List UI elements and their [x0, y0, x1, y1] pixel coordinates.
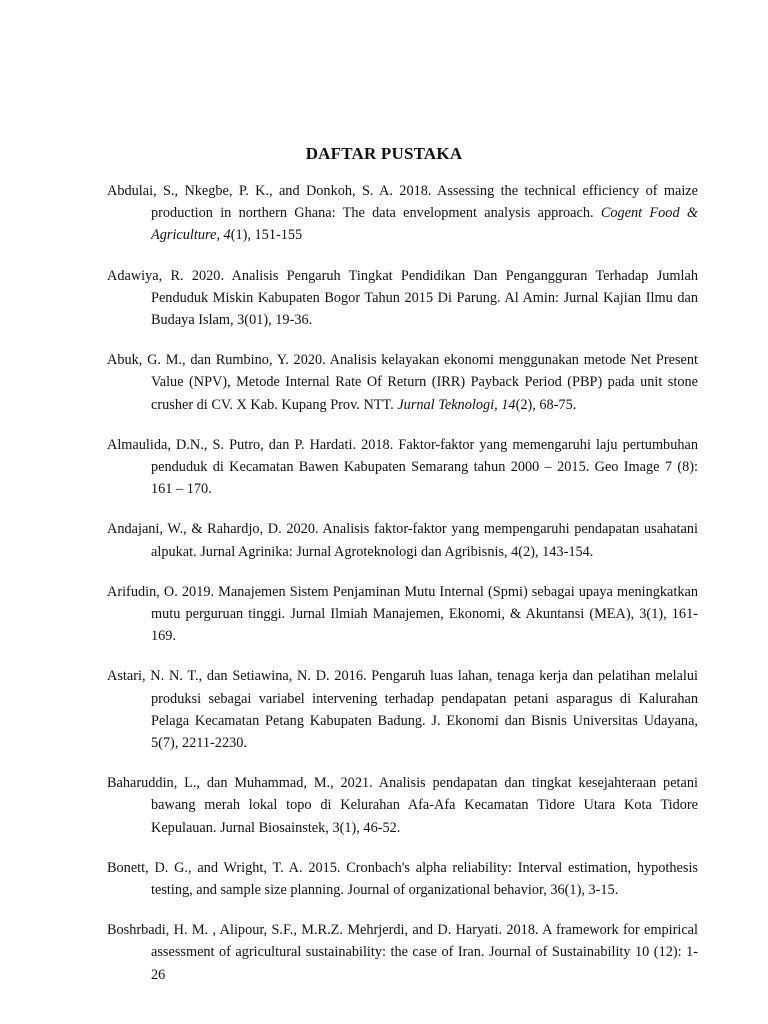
reference-text: , [216, 227, 224, 244]
reference-italic-text: 4 [223, 227, 231, 244]
reference-entry [107, 665, 698, 754]
reference-text: Boshrbadi, H. M. , Alipour, S.F., M.R.Z. Mehrjerdi, and D. Haryati. 2018. A framework for empirical assessment of agricultural sustainability: the case of Iran. Journal of Sustainability 10 (12): 1-26 [107, 922, 698, 983]
page-title: DAFTAR PUSTAKA [305, 144, 463, 163]
reference-entry [107, 919, 698, 986]
reference-entry [107, 265, 698, 332]
reference-italic-text: Cogent Food & Agriculture [151, 205, 698, 244]
reference-italic-text: Jurnal Teknologi [397, 396, 495, 413]
reference-entry [107, 180, 698, 247]
reference-list [107, 180, 698, 986]
reference-italic-text: 14 [501, 396, 516, 413]
reference-text: Adawiya, R. 2020. Analisis Pengaruh Tingkat Pendidikan Dan Pengangguran Terhadap Jumlah Penduduk Miskin Kabupaten Bogor Tahun 2015 Di Parung. Al Amin: Jurnal Kajian Ilmu dan Budaya Islam, 3(01), 19-36. [107, 267, 698, 329]
reference-text: Baharuddin, L., dan Muhammad, M., 2021. Analisis pendapatan dan tingkat kesejahteraan petani bawang merah lokal topo di Kelurahan Afa-Afa Kecamatan Tidore Utara Kota Tidore Kepulauan. Jurnal Biosainstek, 3(1), 46-52. [107, 775, 698, 836]
reference-text: Bonett, D. G., and Wright, T. A. 2015. Cronbach's alpha reliability: Interval estimation, hypothesis testing, and sample size planning. Journal of organizational behavior, 36(1), 3-15. [107, 859, 698, 899]
reference-entry [107, 857, 698, 901]
reference-text: Abdulai, S., Nkegbe, P. K., and Donkoh, S. A. 2018. Assessing the technical efficiency of maize production in northern Ghana: The data envelopment analysis approach. [107, 183, 698, 222]
reference-entry [107, 434, 698, 501]
reference-entry [107, 518, 698, 562]
reference-text: Astari, N. N. T., dan Setiawina, N. D. 2016. Pengaruh luas lahan, tenaga kerja dan pelatihan melalui produksi sebagai variabel intervening terhadap pendapatan petani asparagus di Kalurahan Pelaga Kecamatan Petang Kabupaten Badung. J. Ekonomi dan Bisnis Universitas Udayana, 5(7), 2211-2230. [107, 668, 698, 752]
reference-text: Andajani, W., & Rahardjo, D. 2020. Analisis faktor-faktor yang mempengaruhi pendapatan usahatani alpukat. Jurnal Agrinika: Jurnal Agroteknologi dan Agribisnis, 4(2), 143-154. [107, 521, 698, 560]
reference-text: , [494, 396, 502, 413]
reference-entry [107, 349, 698, 416]
reference-entry [107, 581, 698, 648]
reference-text: (1), 151-155 [230, 227, 303, 244]
reference-text: Almaulida, D.N., S. Putro, dan P. Hardati. 2018. Faktor-faktor yang memengaruhi laju pertumbuhan penduduk di Kecamatan Bawen Kabupaten Semarang tahun 2000 – 2015. Geo Image 7 (8): 161 – 170. [107, 436, 698, 498]
reference-entry [107, 772, 698, 839]
reference-text: (2), 68-75. [515, 396, 577, 413]
reference-text: Arifudin, O. 2019. Manajemen Sistem Penjaminan Mutu Internal (Spmi) sebagai upaya meningkatkan mutu perguruan tinggi. Jurnal Ilmiah Manajemen, Ekonomi, & Akuntansi (MEA), 3(1), 161-169. [107, 583, 698, 645]
reference-text: Abuk, G. M., dan Rumbino, Y. 2020. Analisis kelayakan ekonomi menggunakan metode Net Present Value (NPV), Metode Internal Rate Of Return (IRR) Payback Period (PBP) pada unit stone crusher di CV. X Kab. Kupang Prov. NTT. [107, 352, 698, 413]
